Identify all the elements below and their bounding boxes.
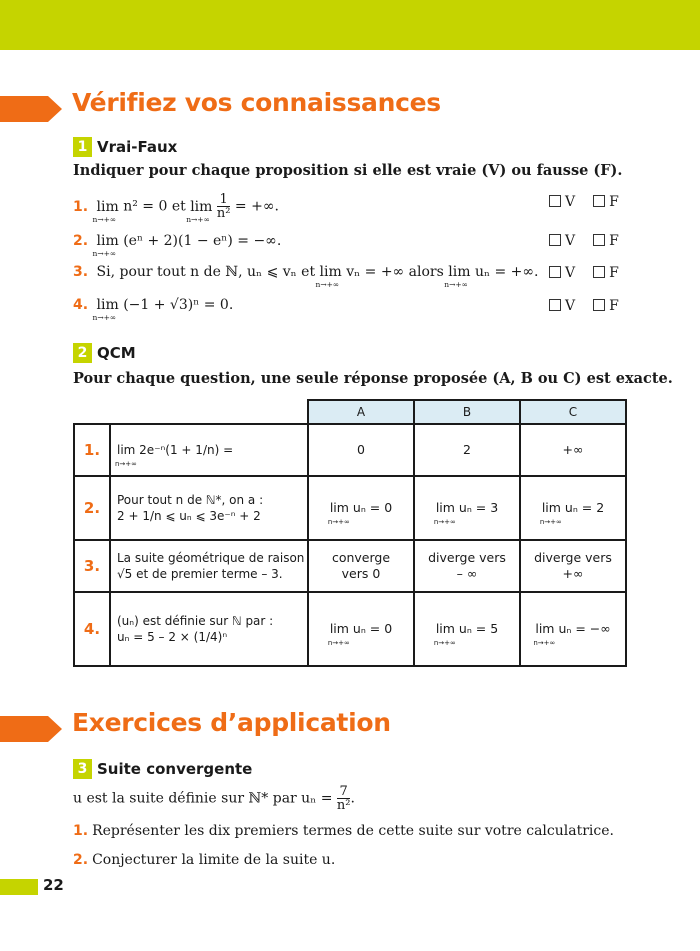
limit-operator [315,264,342,289]
answer-c[interactable]: +∞ [520,424,626,476]
intro-text: u est la suite définie sur ℕ* par uₙ = [73,790,337,807]
vf-choices-2 [549,233,619,249]
answer-text: lim uₙ = 0 [329,621,393,636]
answer-text: lim uₙ = 3 [435,500,499,515]
lim-subscript: n→+∞ [92,214,117,224]
vf-item-2 [73,233,282,258]
section-title: Exercices d’application [72,708,391,737]
vf-choices-1 [549,194,619,210]
lim-text: lim [190,198,213,215]
question-1 [73,823,614,839]
intro-end: . [350,790,355,807]
lim-text: lim [96,297,119,313]
answer-text: lim uₙ = 2 [541,500,605,515]
exercise-number: 2 [73,343,92,363]
expression-tail: uₙ = +∞. [474,264,539,280]
lim-subscript: n→+∞ [433,518,456,526]
answer-c[interactable] [520,476,626,540]
row-number: 3. [74,540,110,592]
checkbox-f[interactable] [593,195,605,207]
exercise-intro [73,785,355,812]
answer-line-2: – ∞ [456,566,478,581]
checkbox-f[interactable] [593,234,605,246]
answer-a[interactable] [308,592,414,666]
qcm-table [73,399,627,667]
answer-line-2: vers 0 [341,566,381,581]
question-text: Conjecturer la limite de la suite u. [92,852,336,868]
lim-subscript: n→+∞ [186,214,210,224]
v-label: V [565,298,576,314]
limit-expression [115,442,234,468]
f-label: F [609,194,619,210]
qcm-row-1 [74,424,626,476]
question-cell [110,592,308,666]
question-line-2: 2 + 1/n ⩽ uₙ ⩽ 3e⁻ⁿ + 2 [117,509,261,523]
limit-expression [433,621,499,647]
item-number: 4. [73,297,89,313]
lim-subscript: n→+∞ [92,249,117,258]
qcm-row-3 [74,540,626,592]
checkbox-f[interactable] [593,266,605,278]
exercise-title: Vrai-Faux [97,138,178,156]
answer-a[interactable] [308,540,414,592]
exercise-instruction: Pour chaque question, une seule réponse proposée (A, B ou C) est exacte. [73,370,673,387]
vf-item-4 [73,297,234,322]
f-label: F [609,233,619,249]
lim-subscript: n→+∞ [115,460,137,468]
answer-line-1: diverge vers [428,550,506,565]
section-arrow-icon [0,716,62,742]
expression: (−1 + √3)ⁿ = 0. [123,297,234,313]
row-number: 1. [74,424,110,476]
lim-subscript: n→+∞ [433,639,456,647]
item-number: 2. [73,233,89,249]
answer-text: lim uₙ = 5 [435,621,499,636]
item-number: 3. [73,264,89,280]
answer-line-2: +∞ [562,566,584,581]
page-number-bar [0,879,38,895]
item-number: 1. [73,823,89,839]
limit-expression [539,500,605,526]
checkbox-v[interactable] [549,266,561,278]
exercise-title: Suite convergente [97,760,253,778]
checkbox-v[interactable] [549,234,561,246]
limit-operator [186,198,213,224]
limit-operator [92,233,119,258]
question-line-1: (uₙ) est définie sur ℕ par : [117,614,274,628]
question-text: Représenter les dix premiers termes de cette suite sur votre calculatrice. [92,823,614,839]
lim-text: lim [448,264,471,280]
fraction-denominator: n² [336,798,351,813]
lim-text: lim [96,233,119,249]
section-title: Vérifiez vos connaissances [72,88,441,117]
answer-b[interactable] [414,476,520,540]
answer-c[interactable] [520,592,626,666]
answer-line-1: converge [331,550,391,565]
fraction-numerator: 7 [337,785,351,799]
exercise-instruction: Indiquer pour chaque proposition si elle est vraie (V) ou fausse (F). [73,162,623,179]
f-label: F [609,265,619,281]
limit-expression [533,621,611,647]
answer-a[interactable]: 0 [308,424,414,476]
lim-subscript: n→+∞ [315,280,340,289]
lim-text: lim [319,264,342,280]
answer-line-1: diverge vers [534,550,612,565]
exercise-number: 3 [73,759,92,779]
limit-expression [433,500,499,526]
checkbox-v[interactable] [549,195,561,207]
answer-text: lim uₙ = −∞ [535,621,611,636]
answer-b[interactable] [414,540,520,592]
fraction-denominator: n² [216,206,231,221]
lim-subscript: n→+∞ [539,518,562,526]
lim-text: lim [96,198,119,215]
expression-tail: = +∞. [234,198,279,215]
answer-c[interactable] [520,540,626,592]
limit-operator [444,264,471,289]
answer-b[interactable] [414,592,520,666]
fraction [217,193,231,220]
lim-subscript: n→+∞ [327,639,350,647]
question-line-2: √5 et de premier terme – 3. [117,567,283,581]
answer-b[interactable]: 2 [414,424,520,476]
v-label: V [565,233,576,249]
limit-operator [92,297,119,322]
vf-item-3 [73,264,539,289]
row-number: 4. [74,592,110,666]
limit-operator [92,198,119,224]
question-cell [110,540,308,592]
section-arrow-icon [0,96,62,122]
top-banner [0,0,700,50]
fraction [337,785,351,812]
lim-subscript: n→+∞ [327,518,350,526]
answer-a[interactable] [308,476,414,540]
page-number: 22 [43,876,64,894]
exercise-title: QCM [97,344,136,362]
row-number: 2. [74,476,110,540]
vf-choices-3 [549,265,619,281]
qcm-row-4 [74,592,626,666]
expression: Si, pour tout n de ℕ, uₙ ⩽ vₙ et [96,264,320,280]
lim-subscript: n→+∞ [533,639,556,647]
qcm-header-row [74,400,626,424]
question-cell [110,424,308,476]
exercise-number: 1 [73,137,92,157]
item-number: 2. [73,852,89,868]
question-text: lim 2e⁻ⁿ(1 + 1/n) = [117,443,234,457]
lim-subscript: n→+∞ [92,313,117,322]
v-label: V [565,194,576,210]
fraction-numerator: 1 [217,193,231,207]
qcm-row-2 [74,476,626,540]
question-2 [73,852,335,868]
limit-expression [327,500,393,526]
vf-choices-4 [549,298,619,314]
header-a: A [308,400,414,424]
header-c: C [520,400,626,424]
v-label: V [565,265,576,281]
limit-expression [327,621,393,647]
blank-cell [74,400,308,424]
f-label: F [609,298,619,314]
expression: n² = 0 et [123,198,191,215]
question-line-2: uₙ = 5 – 2 × (1/4)ⁿ [117,630,228,644]
vf-item-1 [73,192,279,224]
checkbox-v[interactable] [549,299,561,311]
item-number: 1. [73,198,89,215]
expression: vₙ = +∞ alors [346,264,449,280]
question-line-1: La suite géométrique de raison [117,551,305,565]
checkbox-f[interactable] [593,299,605,311]
question-cell [110,476,308,540]
header-b: B [414,400,520,424]
expression: (eⁿ + 2)(1 − eⁿ) = −∞. [123,233,282,249]
lim-subscript: n→+∞ [444,280,468,289]
answer-text: lim uₙ = 0 [329,500,393,515]
question-line-1: Pour tout n de ℕ*, on a : [117,493,264,507]
